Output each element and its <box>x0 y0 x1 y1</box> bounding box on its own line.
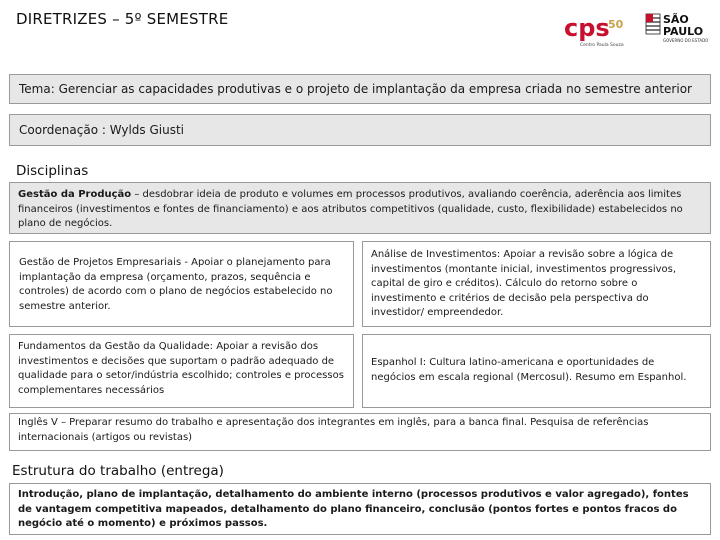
fundamentos-qualidade-box <box>9 334 354 408</box>
analise-investimentos-name: Análise de Investimentos: <box>371 249 501 260</box>
sp-line2-text: PAULO <box>663 25 704 38</box>
page-title: DIRETRIZES – 5º SEMESTRE <box>16 10 229 28</box>
institution-logos <box>562 6 712 56</box>
fundamentos-qualidade-text: Apoiar a revisão dos investimentos e decisões que suportam o padrão adequado de qualidade para o setor/indústria escolhido; controles e processos complementares necessários <box>18 341 344 396</box>
cps-logo <box>564 14 624 48</box>
espanhol-box <box>362 334 711 408</box>
espanhol-text: Cultura latino-americana e oportunidades de negócios em escala regional (Mercosul). Resumo em Espanhol. <box>371 357 687 383</box>
estrutura-box: Introdução, plano de implantação, detalhamento do ambiente interno (processos produtivos e valor agregado), fontes de vantagem competitiva mapeados, detalhamento do plano financeiro, conclusão (pontos fortes e pontos fracos do negócio até o momento) e próximos passos. <box>9 483 711 535</box>
fundamentos-qualidade-name: Fundamentos da Gestão da Qualidade: <box>18 341 214 352</box>
ingles-box: Inglês V – Preparar resumo do trabalho e apresentação dos integrantes em inglês, para a banca final. Pesquisa de referências internacionais (artigos ou revistas) <box>9 413 711 451</box>
sp-caption-text: GOVERNO DO ESTADO <box>663 38 709 43</box>
analise-investimentos-text: Apoiar a revisão sobre a lógica de investimentos (montante inicial, investimentos progressivos, capital de giro e créditos). Cálculo do retorno sobre o investimento e critérios de decisão pela perspectiva do investidor/ empreendedor. <box>371 249 677 318</box>
espanhol-name: Espanhol I: <box>371 357 427 368</box>
cps-logo-text: cps <box>564 14 610 42</box>
analise-investimentos-box <box>362 241 711 327</box>
gestao-producao-name: Gestão da Produção <box>18 189 132 200</box>
cps-years-text: 50 <box>608 18 624 31</box>
gestao-projetos-name: Gestão de Projetos Empresariais <box>19 257 182 268</box>
sao-paulo-logo <box>646 13 708 43</box>
gestao-projetos-box <box>9 241 354 327</box>
coordenacao-box: Coordenação : Wylds Giusti <box>9 114 711 146</box>
estrutura-heading: Estrutura do trabalho (entrega) <box>12 463 224 479</box>
sp-line1-text: SÃO <box>663 13 689 26</box>
disciplinas-heading: Disciplinas <box>16 163 89 179</box>
gestao-producao-box <box>9 182 711 234</box>
gestao-projetos-text: - Apoiar o planejamento para implantação da empresa (orçamento, prazos, sequência e controles) de acordo com o plano de negócios estabelecido no semestre anterior. <box>19 257 333 312</box>
cps-caption-text: Centro Paula Souza <box>580 43 624 48</box>
tema-box: Tema: Gerenciar as capacidades produtivas e o projeto de implantação da empresa criada no semestre anterior <box>9 74 711 104</box>
gestao-producao-text: – desdobrar ideia de produto e volumes em processos produtivos, avaliando coerência, aderência aos limites financeiros (investimentos e fontes de financiamento) e aos atributos competitivos (qualidade, custo, flexibilidade) estabelecidos no plano de negócios. <box>18 189 683 229</box>
